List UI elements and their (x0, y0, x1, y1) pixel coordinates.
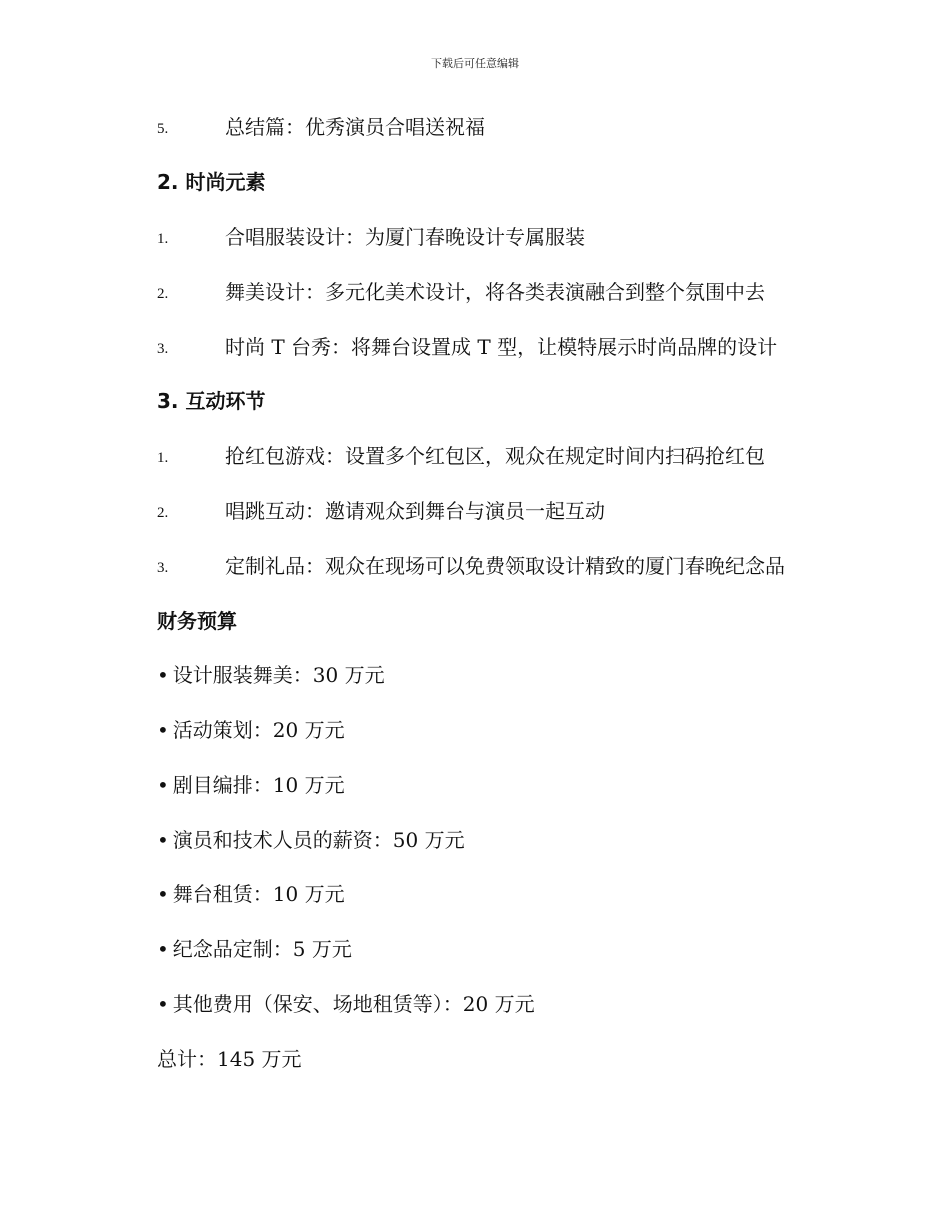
section-heading-fashion: 2. 时尚元素 (157, 170, 266, 194)
budget-item (157, 828, 465, 852)
budget-item (157, 992, 535, 1016)
list-text: 唱跳互动：邀请观众到舞台与演员一起互动 (225, 499, 605, 523)
budget-item (157, 937, 352, 961)
budget-item (157, 882, 345, 906)
budget-item-text: 剧目编排：10 万元 (172, 773, 345, 797)
list-text: 舞美设计：多元化美术设计，将各类表演融合到整个氛围中去 (225, 280, 765, 304)
budget-item-text: 其他费用（保安、场地租赁等）：20 万元 (172, 992, 535, 1016)
budget-item-text: 舞台租赁：10 万元 (172, 882, 345, 906)
bullet-icon: • (157, 828, 169, 852)
list-text: 时尚 T 台秀：将舞台设置成 T 型，让模特展示时尚品牌的设计 (225, 335, 778, 359)
list-number: 5. (157, 121, 169, 137)
budget-item (157, 773, 345, 797)
budget-item-text: 演员和技术人员的薪资：50 万元 (172, 828, 465, 852)
list-number: 2. (157, 505, 169, 521)
page-header-note: 下载后可任意编辑 (431, 57, 519, 70)
budget-total: 总计：145 万元 (157, 1047, 302, 1071)
budget-item-text: 活动策划：20 万元 (172, 718, 345, 742)
list-text: 总结篇：优秀演员合唱送祝福 (225, 115, 485, 139)
list-number: 3. (157, 341, 169, 357)
list-text: 定制礼品：观众在现场可以免费领取设计精致的厦门春晚纪念品 (225, 554, 785, 578)
bullet-icon: • (157, 663, 169, 687)
budget-item (157, 718, 345, 742)
bullet-icon: • (157, 992, 169, 1016)
budget-item-text: 纪念品定制：5 万元 (172, 937, 352, 961)
section-heading-interactive: 3. 互动环节 (157, 389, 266, 413)
budget-item (157, 663, 385, 687)
list-number: 2. (157, 286, 169, 302)
list-number: 1. (157, 231, 169, 247)
bullet-icon: • (157, 718, 169, 742)
bullet-icon: • (157, 773, 169, 797)
bullet-icon: • (157, 882, 169, 906)
list-number: 3. (157, 560, 169, 576)
list-number: 1. (157, 450, 169, 466)
budget-item-text: 设计服装舞美：30 万元 (172, 663, 385, 687)
list-text: 合唱服装设计：为厦门春晚设计专属服装 (225, 225, 585, 249)
list-text: 抢红包游戏：设置多个红包区，观众在规定时间内扫码抢红包 (225, 444, 765, 468)
bullet-icon: • (157, 937, 169, 961)
section-heading-budget: 财务预算 (157, 609, 237, 633)
